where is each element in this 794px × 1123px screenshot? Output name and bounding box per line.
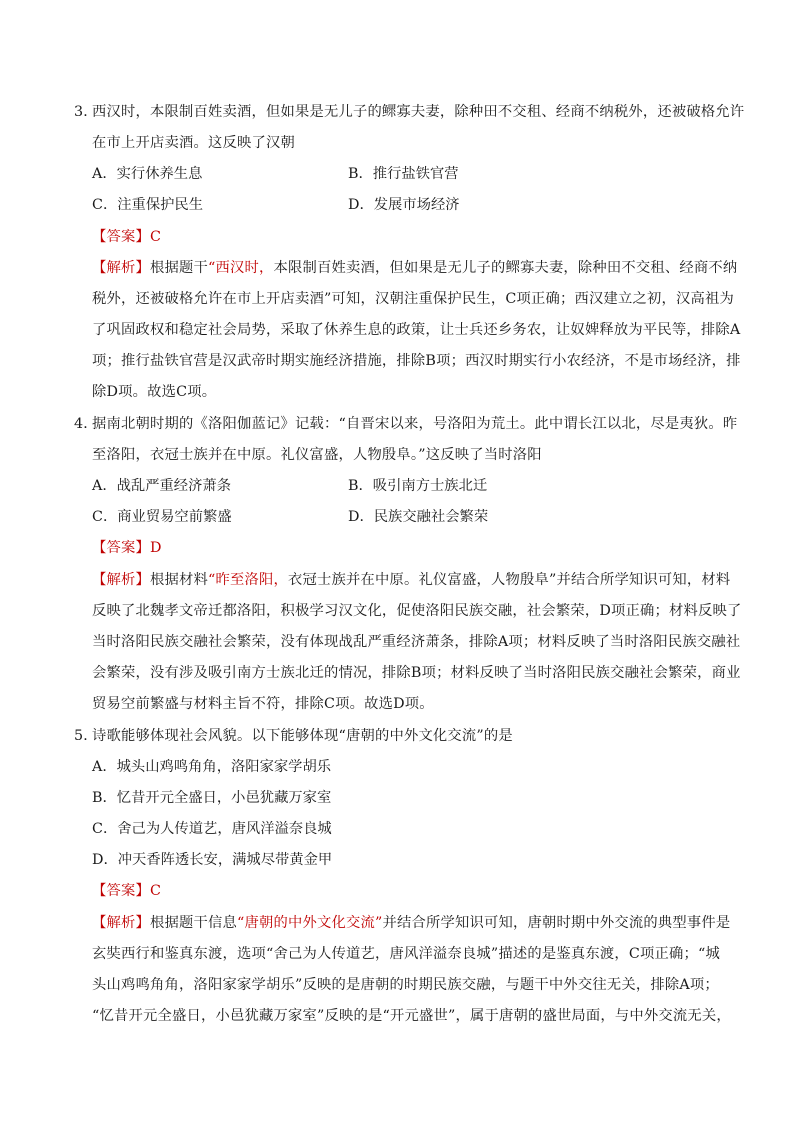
analysis-text: 并结合所学知识可知，唐朝时期中外交流的典型事件是: [382, 915, 731, 931]
analysis-text: 根据材料: [150, 572, 208, 588]
analysis-quote: “西汉时，: [208, 260, 274, 276]
question-number: 4．: [74, 416, 98, 432]
analysis-line: 头山鸡鸣角角，洛阳家家学胡乐”反映的是唐朝的时期民族交融，与题干中外交往无关，排除A项；: [92, 977, 719, 993]
analysis-line: [92, 258, 737, 278]
option-a: A．实行休养生息: [92, 166, 203, 182]
analysis-text: 根据题干: [150, 260, 208, 276]
answer-label: 【答案】C: [92, 229, 162, 245]
analysis-label: 【解析】: [92, 260, 150, 276]
option-b: B．忆昔开元全盛日，小邑犹藏万家室: [92, 790, 332, 806]
option-b: B．吸引南方士族北迁: [348, 478, 488, 494]
analysis-line: 反映了北魏孝文帝迁都洛阳，积极学习汉文化，促使洛阳民族交融，社会繁荣，D项正确；材料反映了: [92, 603, 742, 619]
answer-label: 【答案】D: [92, 540, 162, 556]
analysis-label: 【解析】: [92, 572, 150, 588]
analysis-line: 税外，还被破格允许在市上开店卖酒”可知，汉朝注重保护民生，C项正确；西汉建立之初，汉高祖为: [92, 291, 735, 307]
option-a: A．城头山鸡鸣角角，洛阳家家学胡乐: [92, 759, 332, 775]
option-c: C．商业贸易空前繁盛: [92, 509, 232, 525]
analysis-line: 除D项。故选C项。: [92, 384, 217, 400]
option-d: D．发展市场经济: [348, 197, 460, 213]
question-stem-line: 在市上开店卖酒。这反映了汉朝: [92, 135, 295, 151]
analysis-text: 本限制百姓卖酒，但如果是无儿子的鳏寡夫妻，除种田不交租、经商不纳: [273, 260, 738, 276]
analysis-quote: “昨至洛阳，: [208, 572, 288, 588]
option-d: D．民族交融社会繁荣: [348, 509, 489, 525]
question-stem-line: 据南北朝时期的《洛阳伽蓝记》记载：“自晋宋以来，号洛阳为荒土。此中谓长江以北，尽是夷狄。昨: [92, 416, 738, 432]
analysis-line: 玄奘西行和鉴真东渡，选项“舍己为人传道艺，唐风洋溢奈良城”描述的是鉴真东渡，C项正确；“城: [92, 946, 721, 962]
question-number: 5．: [74, 728, 98, 744]
analysis-line: 了巩固政权和稳定社会局势，采取了休养生息的政策，让士兵还乡务农，让奴婢释放为平民等，排除A: [92, 322, 741, 338]
option-b: B．推行盐铁官营: [348, 166, 459, 182]
analysis-text: 衣冠士族并在中原。礼仪富盛，人物殷阜”并结合所学知识可知，材料: [288, 572, 731, 588]
option-a: A．战乱严重经济萧条: [92, 478, 231, 494]
analysis-text: 根据题干信息: [150, 915, 237, 931]
option-c: C．舍己为人传道艺，唐风洋溢奈良城: [92, 821, 332, 837]
question-number: 3．: [74, 104, 98, 120]
analysis-line: 当时洛阳民族交融社会繁荣，没有体现战乱严重经济萧条，排除A项；材料反映了当时洛阳民族交融社: [92, 634, 741, 650]
analysis-quote: “唐朝的中外文化交流”: [236, 915, 383, 931]
question-stem-line: 至洛阳，衣冠士族并在中原。礼仪富盛，人物殷阜。”这反映了当时洛阳: [92, 447, 542, 463]
answer-label: 【答案】C: [92, 883, 162, 899]
analysis-line: 贸易空前繁盛与材料主旨不符，排除C项。故选D项。: [92, 696, 434, 712]
analysis-line: [92, 913, 730, 933]
option-d: D．冲天香阵透长安，满城尽带黄金甲: [92, 852, 333, 868]
question-stem-line: 西汉时，本限制百姓卖酒，但如果是无儿子的鳏寡夫妻，除种田不交租、经商不纳税外，还被破格允许: [92, 104, 745, 120]
option-c: C．注重保护民生: [92, 197, 204, 213]
analysis-line: [92, 570, 730, 590]
analysis-line: 会繁荣，没有涉及吸引南方士族北迁的情况，排除B项；材料反映了当时洛阳民族交融社会繁荣，商业: [92, 665, 741, 681]
question-stem-line: 诗歌能够体现社会风貌。以下能够体现“唐朝的中外文化交流”的是: [92, 728, 513, 744]
analysis-line: 项；推行盐铁官营是汉武帝时期实施经济措施，排除B项；西汉时期实行小农经济，不是市场经济，排: [92, 353, 741, 369]
analysis-label: 【解析】: [92, 915, 150, 931]
analysis-line: “忆昔开元全盛日，小邑犹藏万家室”反映的是“开元盛世”，属于唐朝的盛世局面，与中外交流无关，: [92, 1008, 731, 1024]
